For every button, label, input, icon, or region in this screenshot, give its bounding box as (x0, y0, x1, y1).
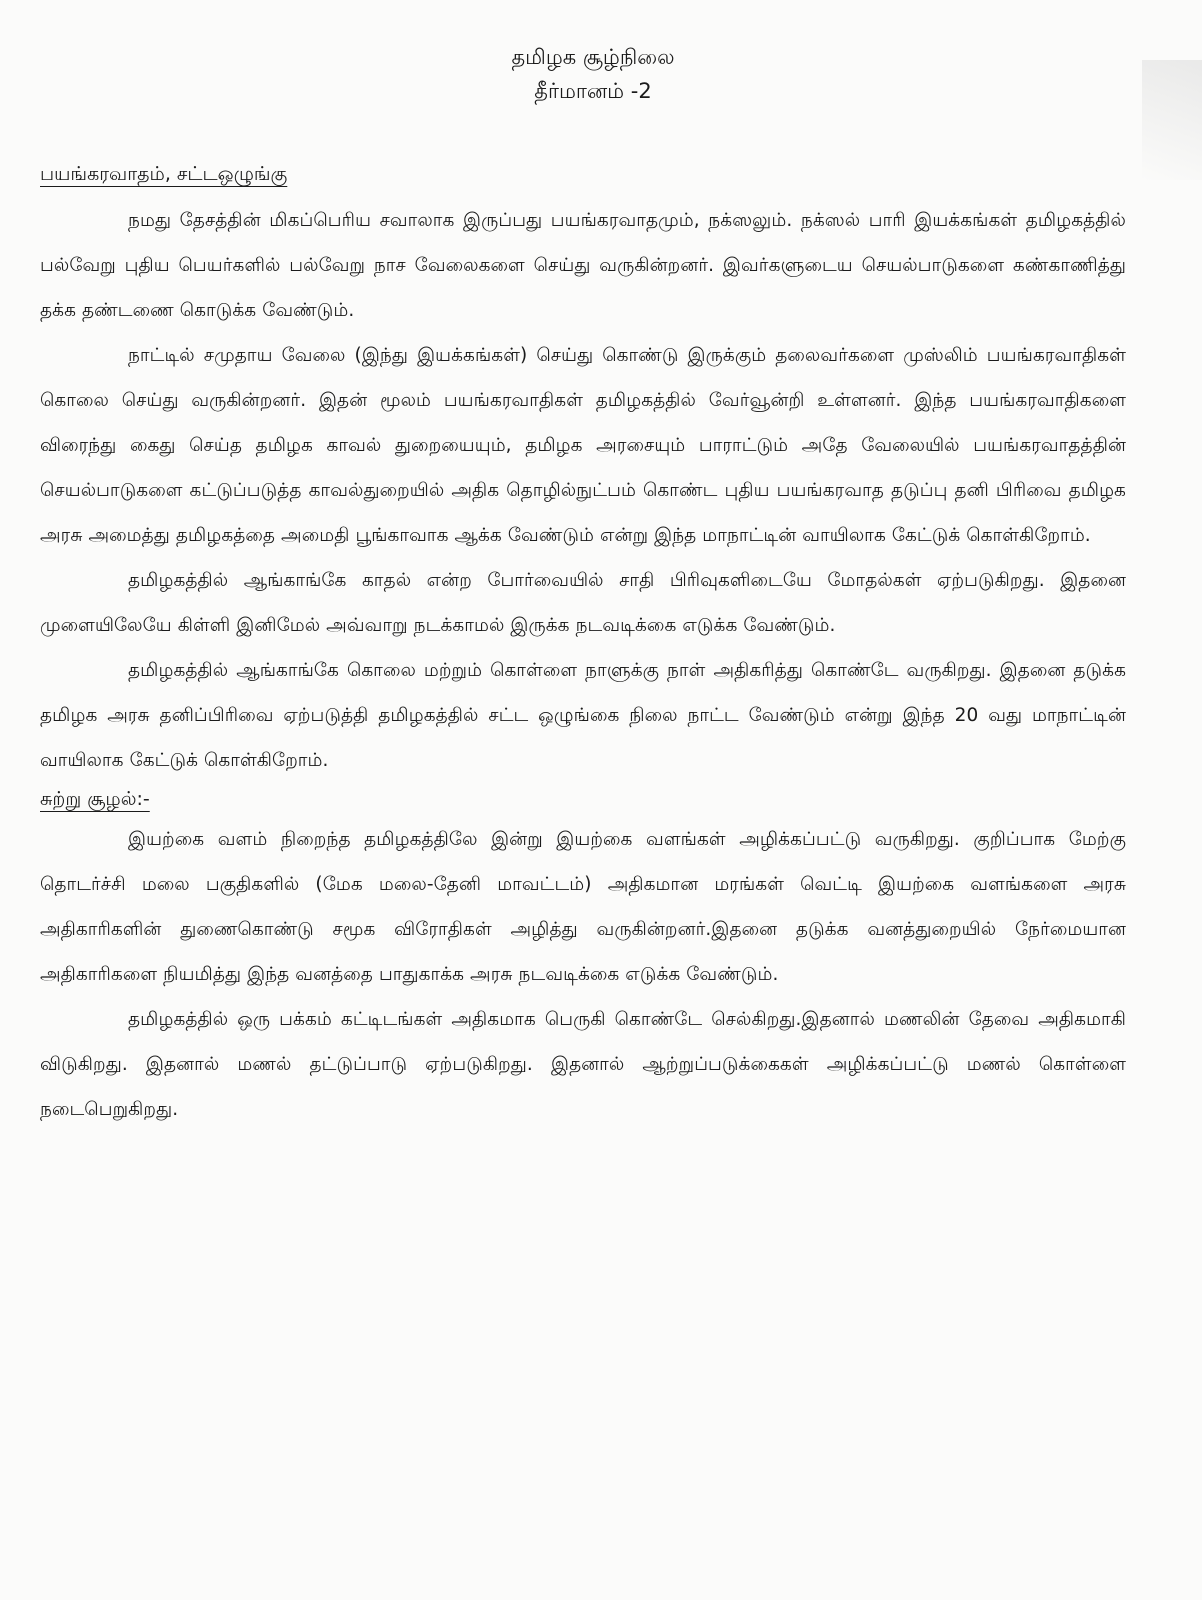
section-environment (40, 783, 1126, 1132)
section-heading: சுற்று சூழல்:- (40, 788, 150, 810)
section-terrorism-law-order (40, 158, 1126, 783)
section-heading: பயங்கரவாதம், சட்டஒழுங்கு (40, 163, 288, 185)
document-subtitle: தீர்மானம் -2 (534, 79, 652, 103)
paragraph: நாட்டில் சமுதாய வேலை (இந்து இயக்கங்கள்) செய்து கொண்டு இருக்கும் தலைவர்களை முஸ்லிம் பயங்கரவாதிகள் கொலை செய்து வருகின்றனர். இதன் மூலம் பயங்கரவாதிகள் தமிழகத்தில் வேர்வூன்றி உள்ளனர். இந்த பயங்கரவாதிகளை விரைந்து கைது செய்த தமிழக காவல் துறையையும், தமிழக அரசையும் பாராட்டும் அதே வேலையில் பயங்கரவாதத்தின் செயல்பாடுகளை கட்டுப்படுத்த காவல்துறையில் அதிக தொழில்நுட்பம் கொண்ட புதிய பயங்கரவாத தடுப்பு தனி பிரிவை தமிழக அரசு அமைத்து தமிழகத்தை அமைதி பூங்காவாக ஆக்க வேண்டும் என்று இந்த மாநாட்டின் வாயிலாக கேட்டுக் கொள்கிறோம். (40, 345, 1126, 546)
paragraph: தமிழகத்தில் ஆங்காங்கே காதல் என்ற போர்வையில் சாதி பிரிவுகளிடையே மோதல்கள் ஏற்படுகிறது. இதனை முளையிலேயே கிள்ளி இனிமேல் அவ்வாறு நடக்காமல் இருக்க நடவடிக்கை எடுக்க வேண்டும். (40, 570, 1126, 636)
paragraph: தமிழகத்தில் ஒரு பக்கம் கட்டிடங்கள் அதிகமாக பெருகி கொண்டே செல்கிறது.இதனால் மணலின் தேவை அதிகமாகி விடுகிறது. இதனால் மணல் தட்டுப்பாடு ஏற்படுகிறது. இதனால் ஆற்றுப்படுக்கைகள் அழிக்கப்பட்டு மணல் கொள்ளை நடைபெறுகிறது. (40, 1009, 1126, 1120)
paragraph: தமிழகத்தில் ஆங்காங்கே கொலை மற்றும் கொள்ளை நாளுக்கு நாள் அதிகரித்து கொண்டே வருகிறது. இதனை தடுக்க தமிழக அரசு தனிப்பிரிவை ஏற்படுத்தி தமிழகத்தில் சட்ட ஒழுங்கை நிலை நாட்ட வேண்டும் என்று இந்த 20 வது மாநாட்டின் வாயிலாக கேட்டுக் கொள்கிறோம். (40, 660, 1126, 771)
paragraph: இயற்கை வளம் நிறைந்த தமிழகத்திலே இன்று இயற்கை வளங்கள் அழிக்கப்பட்டு வருகிறது. குறிப்பாக மேற்கு தொடர்ச்சி மலை பகுதிகளில் (மேக மலை-தேனி மாவட்டம்) அதிகமான மரங்கள் வெட்டி இயற்கை வளங்களை அரசு அதிகாரிகளின் துணைகொண்டு சமூக விரோதிகள் அழித்து வருகின்றனர்.இதனை தடுக்க வனத்துறையில் நேர்மையான அதிகாரிகளை நியமித்து இந்த வனத்தை பாதுகாக்க அரசு நடவடிக்கை எடுக்க வேண்டும். (40, 829, 1126, 985)
document-title: தமிழக சூழ்நிலை (511, 45, 675, 69)
paragraph: நமது தேசத்தின் மிகப்பெரிய சவாலாக இருப்பது பயங்கரவாதமும், நக்ஸலும். நக்ஸல் பாரி இயக்கங்கள் தமிழகத்தில் பல்வேறு புதிய பெயர்களில் பல்வேறு நாச வேலைகளை செய்து வருகின்றனர். இவர்களுடைய செயல்பாடுகளை கண்காணித்து தக்க தண்டணை கொடுக்க வேண்டும். (40, 210, 1126, 321)
